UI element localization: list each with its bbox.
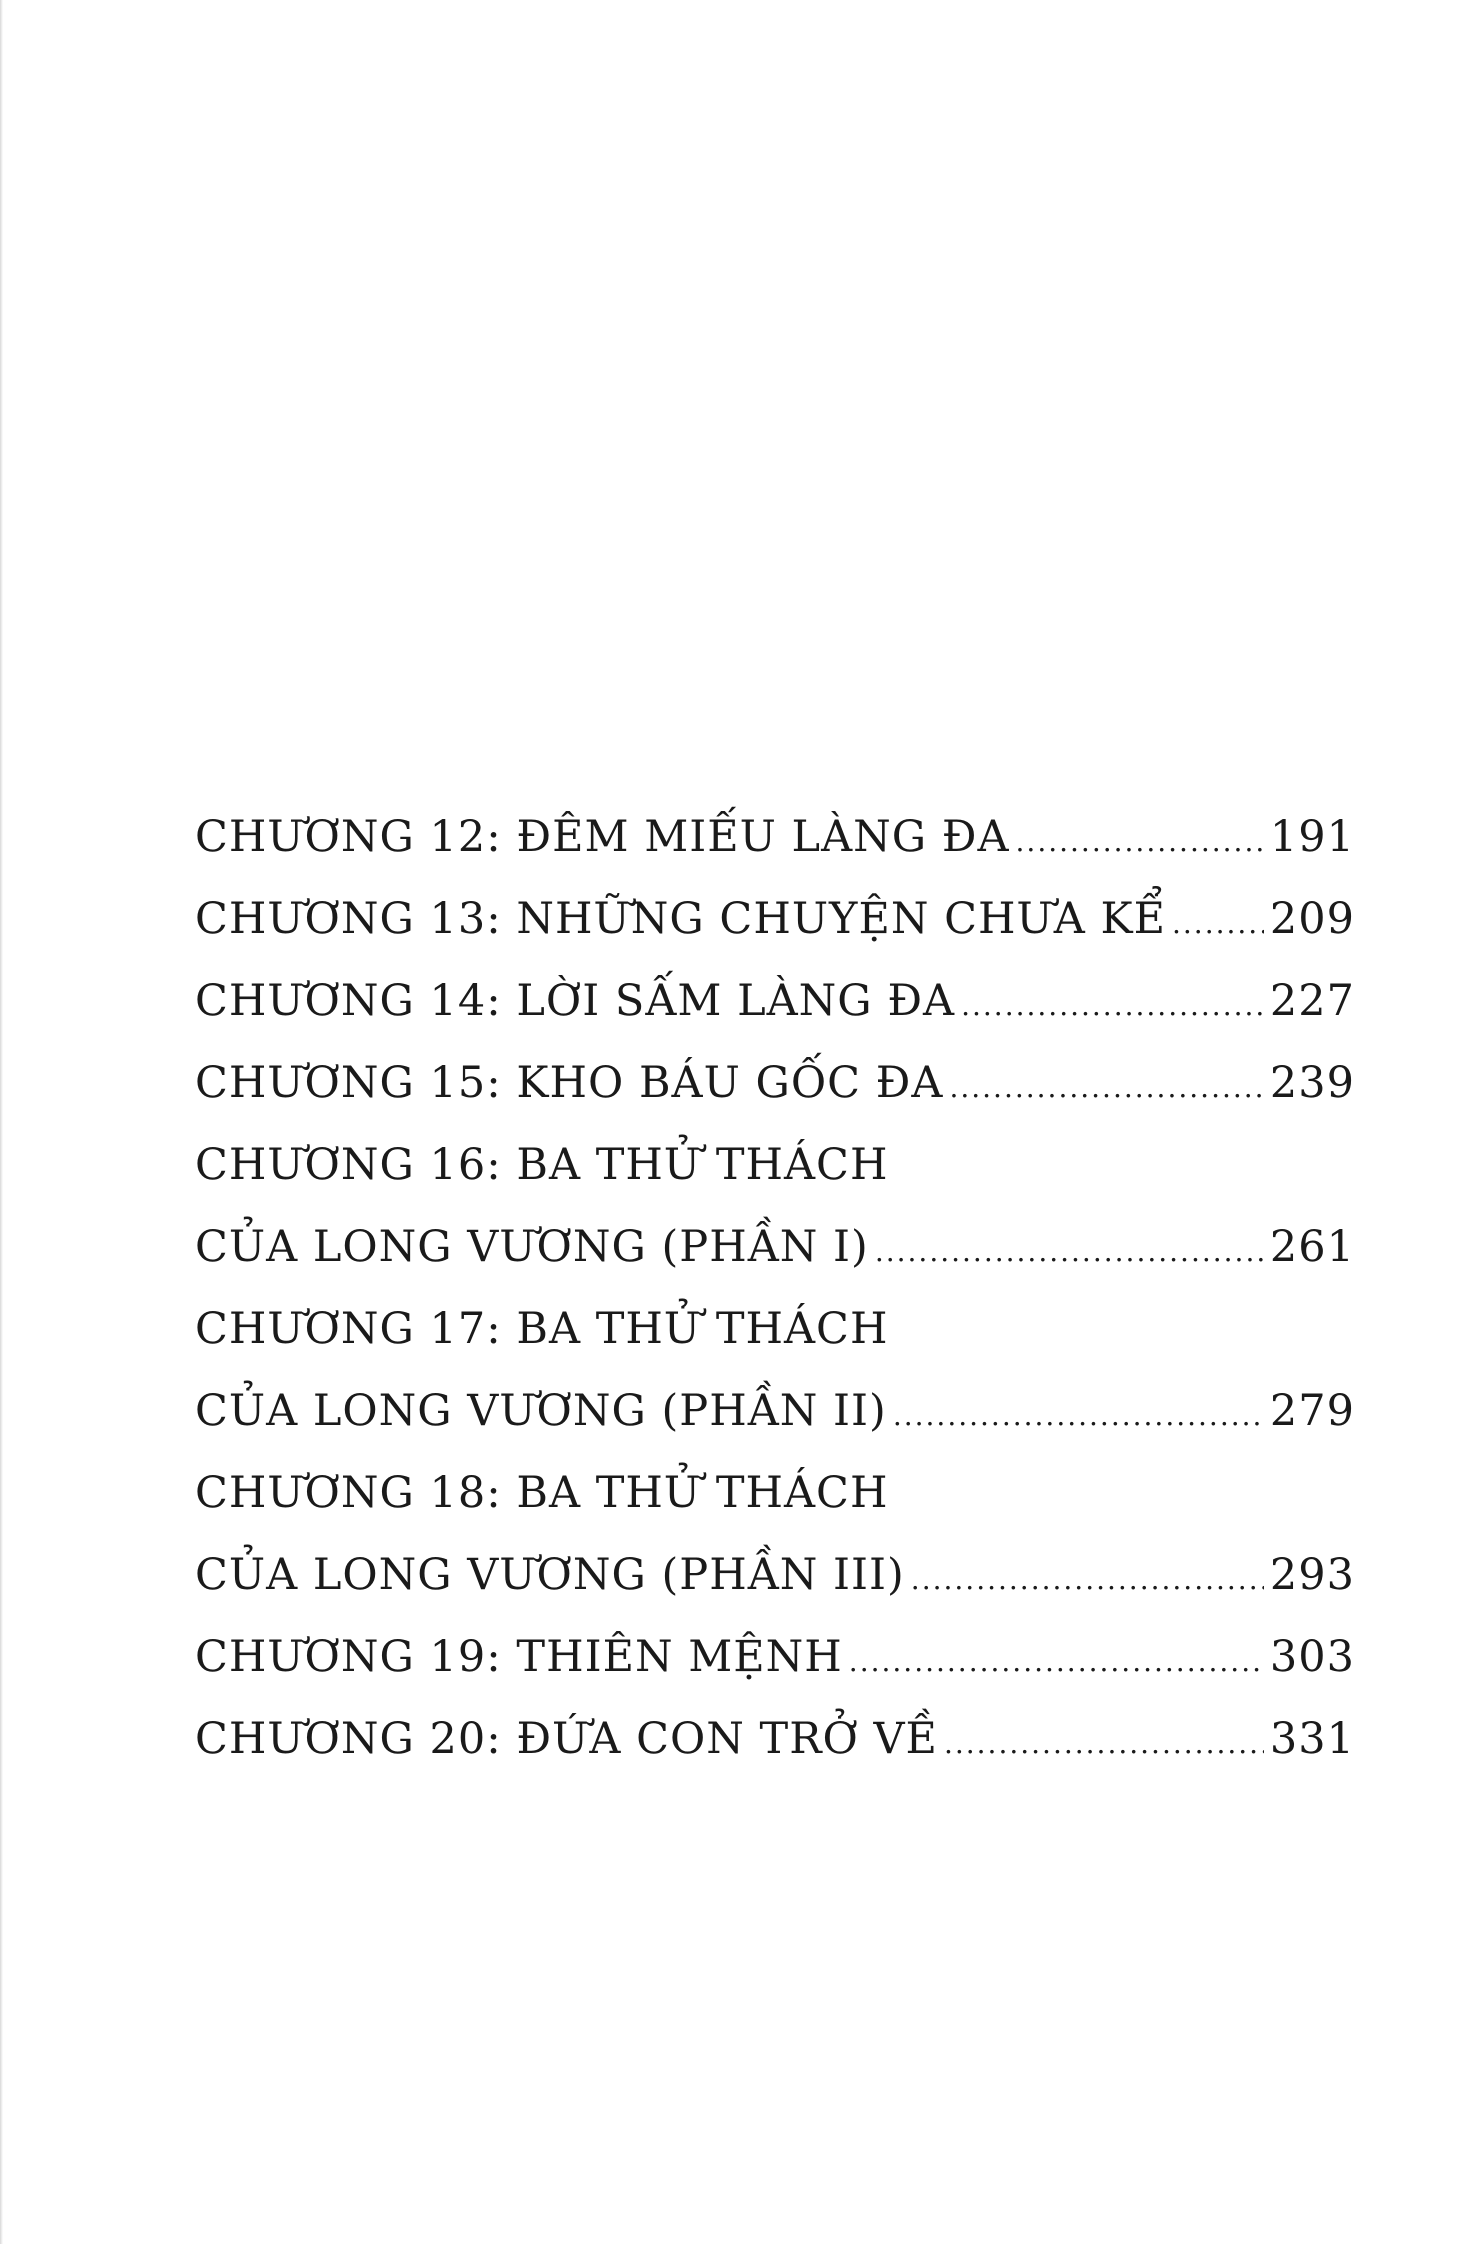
toc-entry-title: CHƯƠNG 14: LỜI SẤM LÀNG ĐA <box>195 976 956 1026</box>
toc-leader-dots <box>1016 801 1264 883</box>
toc-entry-chapter-16-title <box>195 1124 1355 1206</box>
toc-leader-dots <box>875 1211 1264 1293</box>
toc-entry-title: CHƯƠNG 17: BA THỬ THÁCH <box>195 1304 889 1354</box>
toc-entry-chapter-20 <box>195 1698 1355 1780</box>
toc-entry-page: 279 <box>1269 1386 1355 1436</box>
toc-entry-chapter-15 <box>195 1042 1355 1124</box>
toc-entry-chapter-18 <box>195 1534 1355 1616</box>
toc-entry-title: CHƯƠNG 16: BA THỬ THÁCH <box>195 1140 889 1190</box>
toc-entry-page: 191 <box>1269 812 1355 862</box>
toc-entry-title: CHƯƠNG 20: ĐỨA CON TRỞ VỀ <box>195 1714 938 1764</box>
toc-entry-chapter-13 <box>195 878 1355 960</box>
toc-entry-page: 331 <box>1269 1714 1355 1764</box>
toc-entry-title: CỦA LONG VƯƠNG (PHẦN I) <box>195 1222 869 1272</box>
toc-leader-dots <box>893 1375 1264 1457</box>
toc-entry-page: 209 <box>1269 894 1355 944</box>
table-of-contents <box>195 796 1355 1780</box>
toc-leader-dots <box>949 1047 1263 1129</box>
toc-entry-title: CHƯƠNG 12: ĐÊM MIẾU LÀNG ĐA <box>195 812 1010 862</box>
toc-entry-title: CHƯƠNG 19: THIÊN MỆNH <box>195 1632 843 1682</box>
toc-entry-chapter-17 <box>195 1370 1355 1452</box>
toc-entry-title: CHƯƠNG 15: KHO BÁU GỐC ĐA <box>195 1058 944 1108</box>
toc-entry-title: CHƯƠNG 18: BA THỬ THÁCH <box>195 1468 889 1518</box>
toc-leader-dots <box>849 1621 1264 1703</box>
scan-edge <box>0 0 3 2244</box>
toc-leader-dots <box>961 965 1264 1047</box>
toc-entry-chapter-19 <box>195 1616 1355 1698</box>
toc-leader-dots <box>1172 883 1264 965</box>
toc-entry-title: CỦA LONG VƯƠNG (PHẦN III) <box>195 1550 905 1600</box>
toc-entry-page: 239 <box>1269 1058 1355 1108</box>
toc-entry-chapter-12 <box>195 796 1355 878</box>
toc-entry-title: CHƯƠNG 13: NHỮNG CHUYỆN CHƯA KỂ <box>195 894 1166 944</box>
toc-entry-title: CỦA LONG VƯƠNG (PHẦN II) <box>195 1386 887 1436</box>
toc-leader-dots <box>911 1539 1264 1621</box>
toc-entry-chapter-18-title <box>195 1452 1355 1534</box>
toc-entry-page: 261 <box>1269 1222 1355 1272</box>
toc-entry-chapter-14 <box>195 960 1355 1042</box>
toc-entry-chapter-17-title <box>195 1288 1355 1370</box>
toc-leader-dots <box>944 1703 1264 1785</box>
toc-entry-chapter-16 <box>195 1206 1355 1288</box>
toc-entry-page: 227 <box>1269 976 1355 1026</box>
toc-entry-page: 293 <box>1269 1550 1355 1600</box>
toc-entry-page: 303 <box>1269 1632 1355 1682</box>
